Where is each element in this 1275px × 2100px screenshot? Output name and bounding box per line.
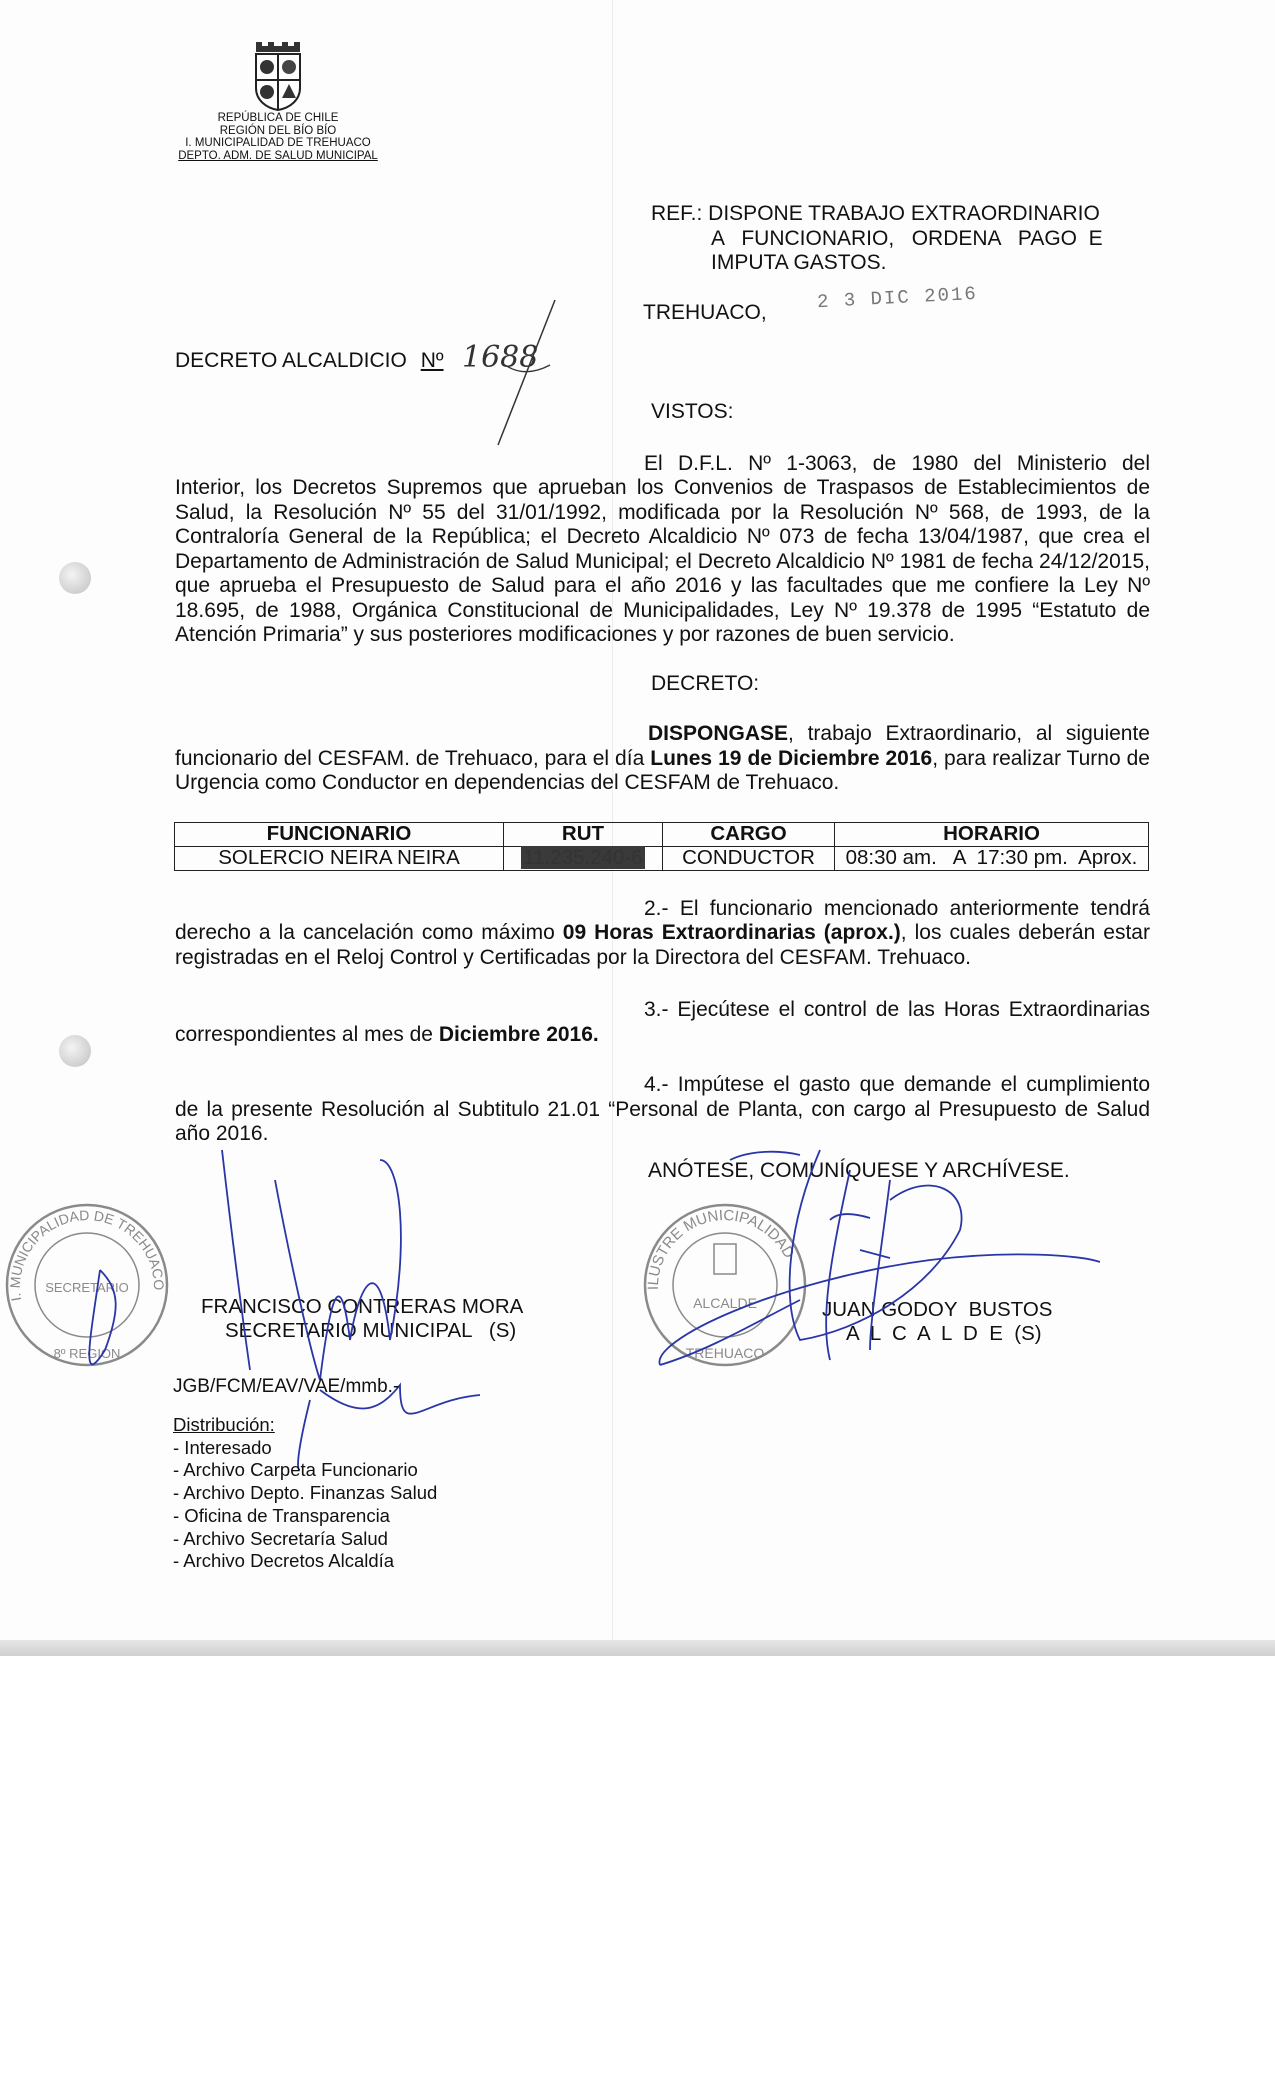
point-text: 4.- Impútese el gasto que demande el cumplimiento <box>644 1073 1150 1096</box>
point-text: 3.- Ejecútese el control de las Horas Extraordinarias <box>644 998 1150 1021</box>
letterhead-line: REPÚBLICA DE CHILE <box>217 112 339 124</box>
ref-line: IMPUTA GASTOS. <box>711 251 887 274</box>
cell-cargo: CONDUCTOR <box>663 846 835 870</box>
list-item: - Archivo Depto. Finanzas Salud <box>173 1482 438 1504</box>
secretary-name: FRANCISCO CONTRERAS MORA <box>201 1295 524 1318</box>
cell-funcionario: SOLERCIO NEIRA NEIRA <box>175 846 504 870</box>
point-3 <box>175 998 1150 1047</box>
column-header: RUT <box>504 822 663 846</box>
cell-horario: 08:30 am. A 17:30 pm. Aprox. <box>835 846 1149 870</box>
decree-title <box>175 349 444 374</box>
month: Diciembre 2016. <box>438 1022 599 1046</box>
mayor-title: A L C A L D E (S) <box>846 1322 1042 1345</box>
dispongase-text: funcionario del CESFAM. de Trehuaco, para el día <box>175 746 651 770</box>
stamp-right-middle-text: ALCALDE <box>693 1295 757 1311</box>
list-item: - Archivo Decretos Alcaldía <box>173 1550 395 1572</box>
column-header: CARGO <box>663 822 835 846</box>
place: TREHUACO, <box>643 301 767 324</box>
vistos-text: Interior, los Decretos Supremos que aprueban los Convenios de Traspasos de Establecimientos de Salud, la Resolución Nº 55 del 31/01/1992, modificada por la Resolución Nº 568, de 1993, de la Contraloría General de la República; el Decreto Alcaldicio Nº 073 de fecha 13/04/1987, que crea el Departamento de Administración de Salud Municipal; el Decreto Alcaldicio Nº 1981 de fecha 24/12/2015, que aprueba el Presupuesto de Salud para el año 2016 y las facultades que me confiere la Ley Nº 18.695, de 1988, Orgánica Constitucional de Municipalidades, Ley Nº 19.378 de 1995 “Estatuto de Atención Primaria” y sus posteriores modificaciones y por razones de buen servicio. <box>175 476 1150 646</box>
decree-number-label: Nº <box>420 349 444 372</box>
table-header-row <box>175 822 1149 846</box>
letterhead-line: DEPTO. ADM. DE SALUD MUNICIPAL <box>178 149 378 162</box>
point-text: , los cuales deberán estar registradas en el Reloj Control y Certificadas por la Directora del CESFAM. Trehuaco. <box>175 921 1150 969</box>
ref-line: REF.: DISPONE TRABAJO EXTRAORDINARIO <box>651 202 1100 225</box>
list-item: - Interesado <box>173 1436 272 1458</box>
mayor-name: JUAN GODOY BUSTOS <box>822 1298 1053 1321</box>
dispongase-bold: DISPONGASE <box>648 722 789 745</box>
cell-rut <box>504 846 663 870</box>
punch-hole <box>59 1035 91 1067</box>
dispongase-paragraph <box>175 722 1150 796</box>
list-item: - Oficina de Transparencia <box>173 1504 390 1526</box>
initials: JGB/FCM/EAV/VAE/mmb.- <box>173 1376 400 1397</box>
coat-of-arms-icon <box>250 40 306 112</box>
letterhead-line: I. MUNICIPALIDAD DE TREHUACO <box>185 137 371 149</box>
ref-line: A FUNCIONARIO, ORDENA PAGO E <box>711 227 1103 250</box>
column-header: FUNCIONARIO <box>175 822 504 846</box>
list-item: - Archivo Carpeta Funcionario <box>173 1459 418 1481</box>
redacted-rut: 11.235.240-6 <box>523 846 643 869</box>
stamp-left-top-text: I. MUNICIPALIDAD DE TREHUACO <box>6 1207 168 1303</box>
secretary-title: SECRETARIO MUNICIPAL (S) <box>225 1319 517 1342</box>
decreto-heading: DECRETO: <box>651 671 760 695</box>
stamp-right-bottom-text: TREHUACO <box>685 1345 765 1361</box>
decree-title-text: DECRETO ALCALDICIO <box>175 349 407 372</box>
list-item: - Archivo Secretaría Salud <box>173 1527 388 1549</box>
point-text: correspondientes al mes de <box>175 1022 439 1046</box>
scan-edge <box>0 1640 1275 1656</box>
distribution-heading: Distribución: <box>173 1414 275 1435</box>
point-text: 2.- El funcionario mencionado anteriormente tendrá <box>644 896 1150 920</box>
stamp-left-bottom-text: 8º REGIÓN <box>53 1346 121 1361</box>
stamp-right-top-text: ILUSTRE MUNICIPALIDAD <box>644 1207 798 1291</box>
point-2 <box>175 897 1150 971</box>
date-stamp: 2 3 DIC 2016 <box>816 282 979 314</box>
letterhead <box>160 112 396 162</box>
vistos-heading: VISTOS: <box>651 400 734 423</box>
vistos-text: El D.F.L. Nº 1-3063, de 1980 del Ministerio del <box>644 451 1150 475</box>
vistos-paragraph <box>175 452 1150 648</box>
point-text: derecho a la cancelación como máximo <box>175 921 563 944</box>
stamp-left-middle-text: SECRETARIO <box>45 1280 129 1295</box>
point-4 <box>175 1073 1150 1147</box>
staff-table <box>174 822 1149 871</box>
point-text: de la presente Resolución al Subtitulo 21.01 “Personal de Planta, con cargo al Presupuesto de Salud año 2016. <box>175 1097 1150 1145</box>
mayor-signature <box>630 1140 1100 1400</box>
handwritten-decree-number: 1688 <box>462 340 539 375</box>
dispongase-text: , trabajo Extraordinario, al siguiente <box>788 722 1150 745</box>
punch-hole <box>59 562 91 594</box>
column-header: HORARIO <box>835 822 1149 846</box>
decree-body <box>175 400 1150 1183</box>
dispongase-text: , para realizar Turno de Urgencia como Conductor en dependencias del CESFAM de Trehuaco. <box>175 746 1150 794</box>
closing-formula: ANÓTESE, COMUNÍQUESE Y ARCHÍVESE. <box>648 1158 1070 1182</box>
distribution-list <box>173 1414 437 1573</box>
work-date: Lunes 19 de Diciembre 2016 <box>650 746 933 770</box>
table-row <box>175 846 1149 870</box>
letterhead-line: REGIÓN DEL BÍO BÍO <box>219 124 337 137</box>
max-hours: 09 Horas Extraordinarias (aprox.) <box>562 921 901 944</box>
